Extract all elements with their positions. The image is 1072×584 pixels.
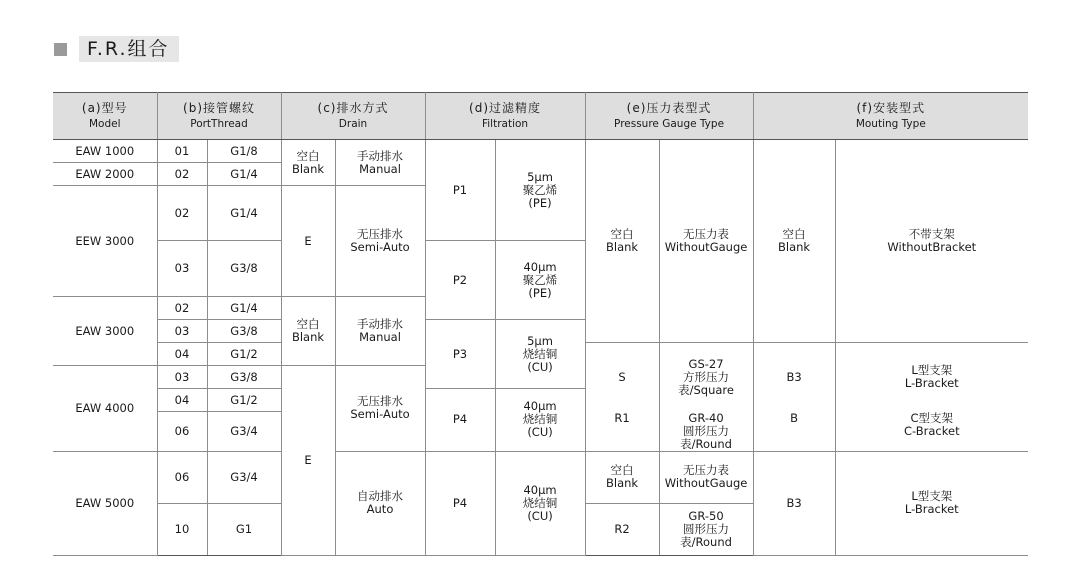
filtration-code-cell: P3 <box>425 320 495 389</box>
header-drain: (c)排水方式 Drain <box>281 93 425 140</box>
drain-manual-cell: 手动排水 Manual <box>335 297 425 366</box>
gauge-desc-cell: 无压力表 WithoutGauge <box>659 140 753 343</box>
header-mounting-type: (f)安装型式 Mouting Type <box>753 93 1028 140</box>
header-filtration: (d)过滤精度 Filtration <box>425 93 585 140</box>
filtration-code-cell: P4 <box>425 389 495 452</box>
mount-code-cell: B3 <box>753 451 835 555</box>
filtration-desc-cell: 40μm 烧结铜 (CU) <box>495 389 585 452</box>
mount-desc-cell: L型支架 L-Bracket <box>835 343 1028 412</box>
title-square-icon <box>54 43 67 56</box>
mount-code-cell: B3 <box>753 343 835 412</box>
thread-code-cell: 03 <box>157 320 207 343</box>
filtration-desc-cell: 40μm 烧结铜 (CU) <box>495 451 585 555</box>
mount-desc-cell: 不带支架 WithoutBracket <box>835 140 1028 343</box>
drain-blank-cell: 空白 Blank <box>281 297 335 366</box>
drain-auto-cell: 自动排水 Auto <box>335 451 425 555</box>
gauge-code-cell: 空白 Blank <box>585 140 659 343</box>
thread-size-cell: G1/8 <box>207 140 281 163</box>
model-cell: EAW 5000 <box>53 451 157 555</box>
header-gauge-type: (e)压力表型式 Pressure Gauge Type <box>585 93 753 140</box>
thread-size-cell: G3/4 <box>207 412 281 452</box>
section-title-text: F.R.组合 <box>79 36 179 62</box>
thread-code-cell: 06 <box>157 451 207 503</box>
section-title <box>54 36 179 62</box>
gauge-desc-cell: GR-40 圆形压力表/Round <box>659 412 753 452</box>
drain-e-cell: E <box>281 186 335 297</box>
drain-manual-cell: 手动排水 Manual <box>335 140 425 186</box>
thread-size-cell: G3/4 <box>207 451 281 503</box>
thread-code-cell: 02 <box>157 297 207 320</box>
thread-code-cell: 04 <box>157 343 207 366</box>
model-cell: EAW 2000 <box>53 163 157 186</box>
thread-size-cell: G3/8 <box>207 241 281 297</box>
model-cell: EEW 3000 <box>53 186 157 297</box>
filtration-desc-cell: 5μm 聚乙烯 (PE) <box>495 140 585 241</box>
thread-size-cell: G1/2 <box>207 389 281 412</box>
thread-code-cell: 03 <box>157 366 207 389</box>
gauge-desc-cell: GS-27 方形压力表/Square <box>659 343 753 412</box>
drain-e-cell: E <box>281 366 335 556</box>
model-cell: EAW 4000 <box>53 366 157 452</box>
gauge-desc-cell: GR-50 圆形压力表/Round <box>659 503 753 555</box>
thread-code-cell: 02 <box>157 186 207 241</box>
gauge-code-cell: 空白 Blank <box>585 451 659 503</box>
mount-desc-cell: L型支架 L-Bracket <box>835 451 1028 555</box>
thread-size-cell: G1/4 <box>207 297 281 320</box>
thread-size-cell: G1 <box>207 503 281 555</box>
gauge-desc-cell: 无压力表 WithoutGauge <box>659 451 753 503</box>
drain-semi-auto-cell: 无压排水 Semi-Auto <box>335 366 425 452</box>
thread-size-cell: G1/4 <box>207 186 281 241</box>
filtration-desc-cell: 5μm 烧结铜 (CU) <box>495 320 585 389</box>
thread-code-cell: 01 <box>157 140 207 163</box>
model-cell: EAW 3000 <box>53 297 157 366</box>
gauge-code-cell: S <box>585 343 659 412</box>
thread-code-cell: 02 <box>157 163 207 186</box>
filtration-code-cell: P2 <box>425 241 495 320</box>
model-cell: EAW 1000 <box>53 140 157 163</box>
table-row <box>53 140 1028 163</box>
drain-blank-cell: 空白 Blank <box>281 140 335 186</box>
header-port-thread: (b)接管螺纹 PortThread <box>157 93 281 140</box>
drain-semi-auto-cell: 无压排水 Semi-Auto <box>335 186 425 297</box>
header-model: (a)型号 Model <box>53 93 157 140</box>
thread-size-cell: G1/4 <box>207 163 281 186</box>
fr-combination-table <box>53 92 1028 556</box>
mount-code-cell: B <box>753 412 835 452</box>
thread-code-cell: 04 <box>157 389 207 412</box>
mount-desc-cell: C型支架 C-Bracket <box>835 412 1028 452</box>
filtration-desc-cell: 40μm 聚乙烯 (PE) <box>495 241 585 320</box>
mount-code-cell: 空白 Blank <box>753 140 835 343</box>
thread-size-cell: G3/8 <box>207 320 281 343</box>
gauge-code-cell: R1 <box>585 412 659 452</box>
thread-size-cell: G1/2 <box>207 343 281 366</box>
table-row <box>53 451 1028 503</box>
filtration-code-cell: P4 <box>425 451 495 555</box>
gauge-code-cell: R2 <box>585 503 659 555</box>
thread-code-cell: 03 <box>157 241 207 297</box>
thread-size-cell: G3/8 <box>207 366 281 389</box>
filtration-code-cell: P1 <box>425 140 495 241</box>
thread-code-cell: 06 <box>157 412 207 452</box>
thread-code-cell: 10 <box>157 503 207 555</box>
